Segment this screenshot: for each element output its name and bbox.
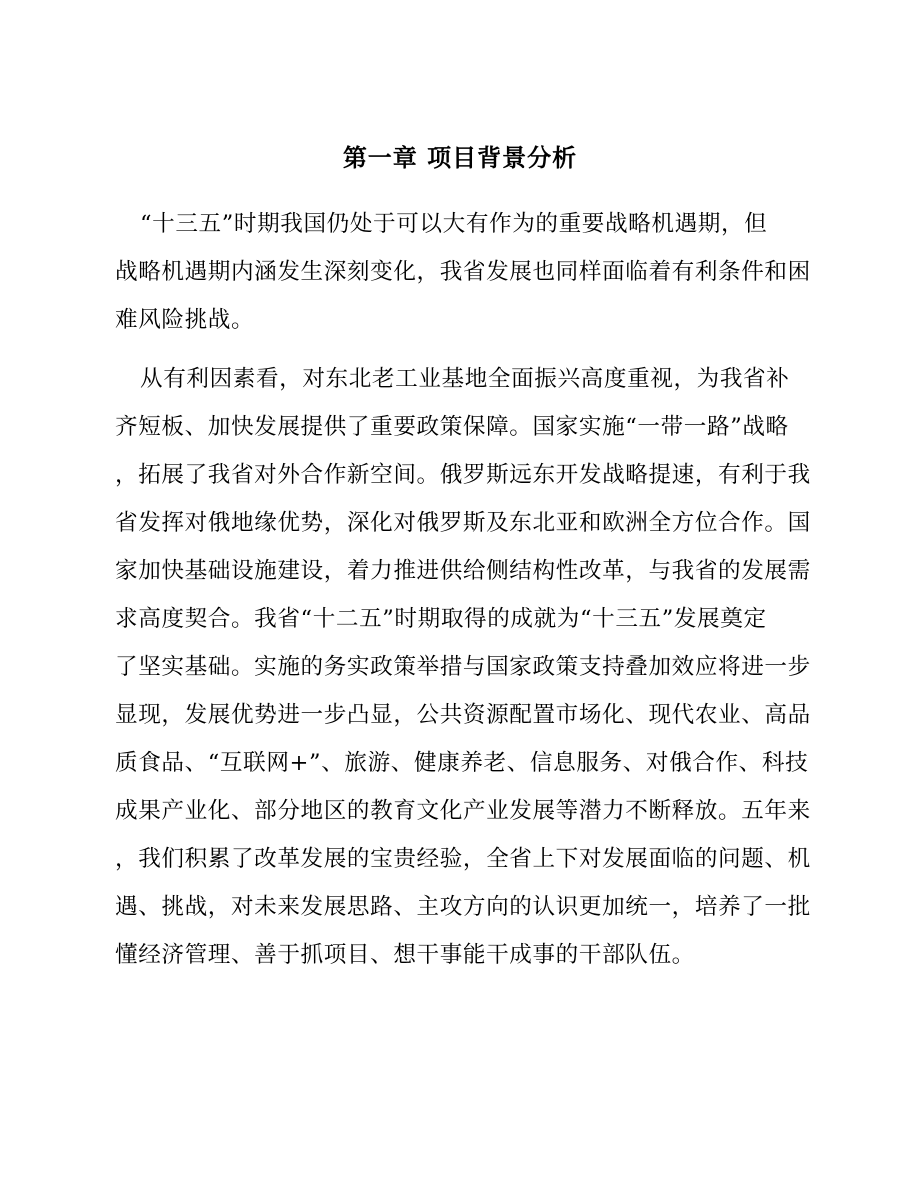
paragraph-line: 难风险挑战。 (115, 307, 255, 333)
paragraph-line: 质食品、“互联网+”、旅游、健康养老、信息服务、对俄合作、科技 (115, 750, 809, 776)
paragraph-line: 求高度契合。我省“十二五”时期取得的成就为“十三五”发展奠定 (115, 606, 767, 632)
paragraph-line: 齐短板、加快发展提供了重要政策保障。国家实施“一带一路”战略 (115, 414, 789, 440)
paragraph-line: ，拓展了我省对外合作新空间。俄罗斯远东开发战略提速，有利于我 (115, 462, 811, 488)
paragraph-2 (115, 355, 815, 979)
paragraph-line: 省发挥对俄地缘优势，深化对俄罗斯及东北亚和欧洲全方位合作。国 (115, 510, 811, 536)
paragraph-line: 成果产业化、部分地区的教育文化产业发展等潜力不断释放。五年来 (115, 798, 811, 824)
paragraph-line: 懂经济管理、善于抓项目、想干事能干成事的干部队伍。 (115, 942, 695, 968)
paragraph-line: 战略机遇期内涵发生深刻变化，我省发展也同样面临着有利条件和困 (115, 259, 811, 285)
paragraph-line: 家加快基础设施建设，着力推进供给侧结构性改革，与我省的发展需 (115, 558, 811, 584)
chapter-title: 第一章 项目背景分析 (342, 144, 578, 172)
paragraph-line: “十三五”时期我国仍处于可以大有作为的重要战略机遇期，但 (140, 211, 768, 237)
paragraph-1 (115, 200, 815, 344)
paragraph-line: 遇、挑战，对未来发展思路、主攻方向的认识更加统一，培养了一批 (115, 894, 811, 920)
paragraph-line: 显现，发展优势进一步凸显，公共资源配置市场化、现代农业、高品 (115, 702, 811, 728)
paragraph-line: 了坚实基础。实施的务实政策举措与国家政策支持叠加效应将进一步 (115, 654, 811, 680)
paragraph-line: ，我们积累了改革发展的宝贵经验，全省上下对发展面临的问题、机 (115, 846, 811, 872)
paragraph-line: 从有利因素看，对东北老工业基地全面振兴高度重视，为我省补 (140, 366, 790, 392)
